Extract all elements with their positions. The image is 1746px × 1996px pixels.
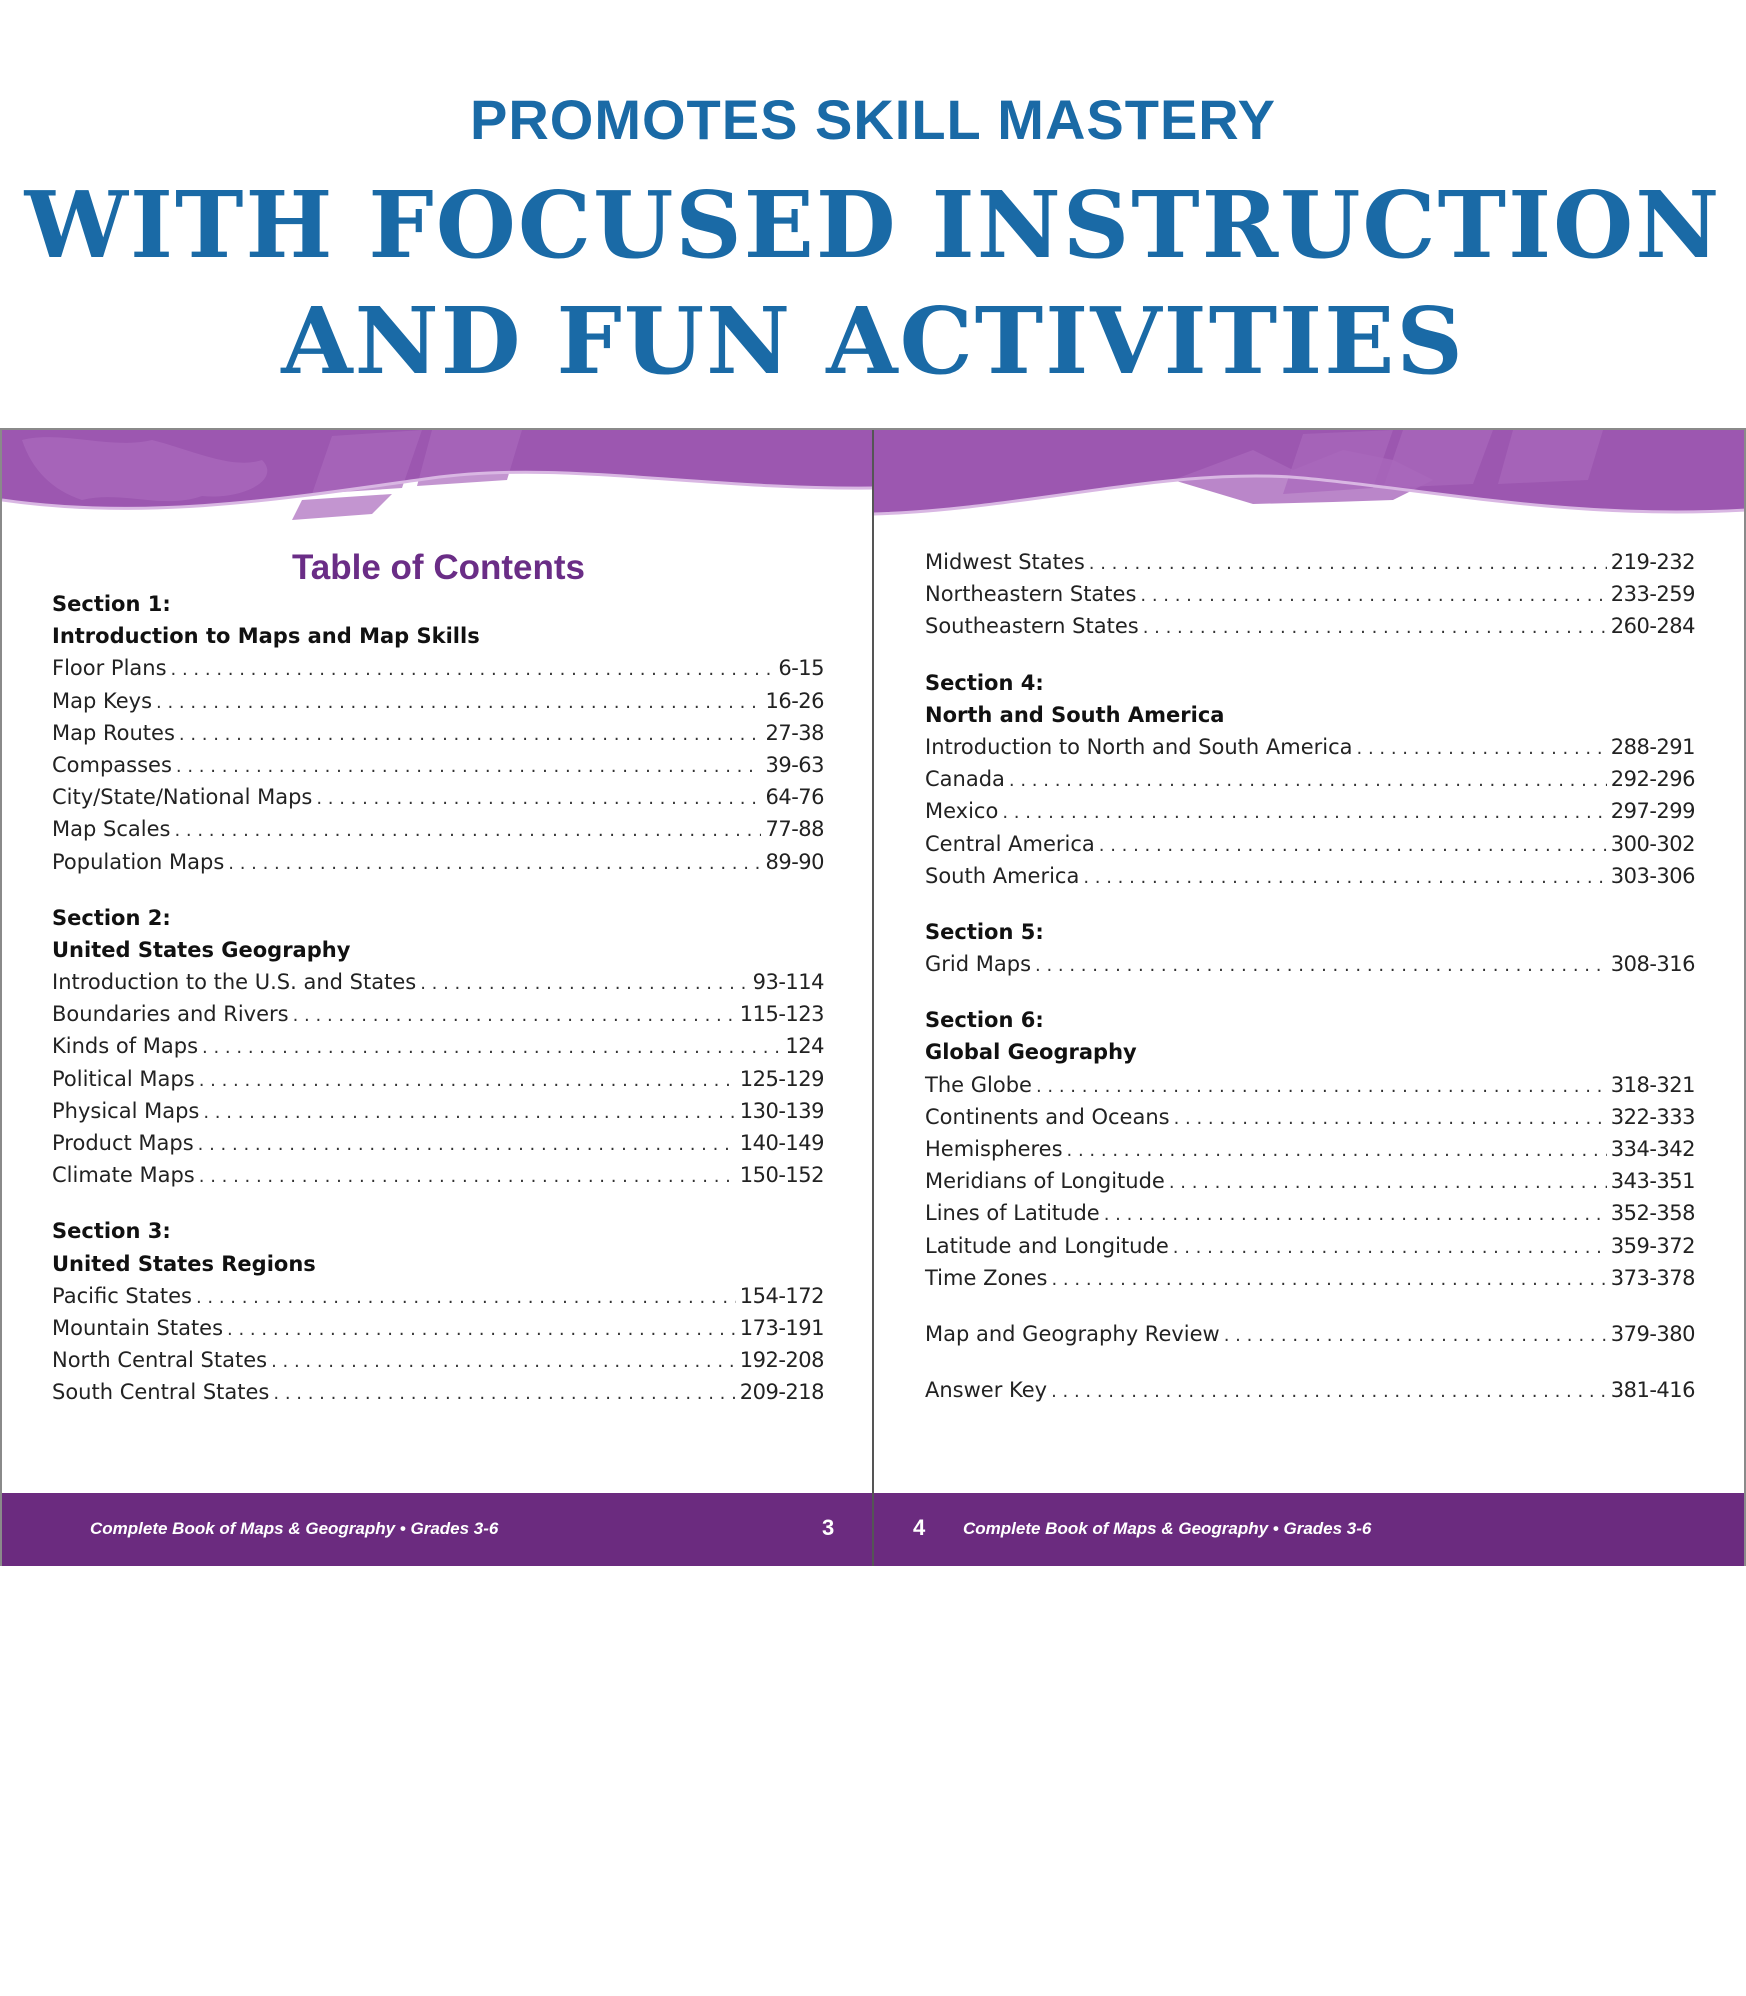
toc-entry bbox=[925, 1201, 1695, 1233]
toc-entry bbox=[925, 832, 1695, 864]
toc-entry-title: Meridians of Longitude bbox=[925, 1169, 1165, 1194]
toc-entry-pages: 89-90 bbox=[765, 849, 824, 874]
toc-entry bbox=[52, 850, 824, 882]
section-1-label: Section 1: bbox=[52, 592, 171, 616]
toc-entry bbox=[925, 864, 1695, 896]
section-5-label: Section 5: bbox=[925, 919, 1044, 944]
dot-leader bbox=[273, 1383, 735, 1404]
dot-leader bbox=[1143, 617, 1607, 638]
dot-leader bbox=[1089, 553, 1607, 574]
toc-entry-title: South Central States bbox=[52, 1380, 270, 1405]
toc-entry-title: Map Scales bbox=[52, 817, 171, 842]
toc-entry bbox=[52, 1099, 824, 1131]
book-spread bbox=[0, 428, 1746, 1566]
dot-leader bbox=[228, 853, 761, 874]
toc-entry-title: Product Maps bbox=[52, 1131, 194, 1155]
toc-entry-title: Introduction to the U.S. and States bbox=[52, 970, 417, 995]
toc-entry bbox=[52, 1316, 824, 1348]
toc-entry bbox=[925, 1169, 1695, 1201]
dot-leader bbox=[1002, 802, 1606, 823]
toc-entry-review bbox=[925, 1322, 1695, 1354]
dot-leader bbox=[1357, 738, 1607, 759]
dot-leader bbox=[227, 1319, 736, 1340]
toc-entry bbox=[925, 582, 1695, 614]
toc-entry-pages: 334-342 bbox=[1610, 1137, 1695, 1161]
toc-entry-title: Hemispheres bbox=[925, 1137, 1063, 1161]
right-banner-map-graphic bbox=[873, 430, 1746, 540]
toc-entry-pages: 192-208 bbox=[739, 1348, 824, 1373]
toc-entry-pages: 209-218 bbox=[739, 1380, 824, 1405]
dot-leader bbox=[1067, 1140, 1607, 1161]
toc-entry-pages: 115-123 bbox=[739, 1002, 824, 1027]
toc-entry-pages: 318-321 bbox=[1610, 1072, 1695, 1097]
toc-entry-title: Mexico bbox=[925, 799, 999, 824]
section-2-name: United States Geography bbox=[52, 937, 351, 962]
toc-entry bbox=[52, 970, 824, 1002]
toc-entry-title: Southeastern States bbox=[925, 614, 1139, 639]
toc-entry-pages: 343-351 bbox=[1610, 1169, 1695, 1194]
toc-entry-pages: 93-114 bbox=[752, 970, 824, 995]
toc-entry bbox=[52, 689, 824, 721]
dot-leader bbox=[1224, 1325, 1607, 1346]
toc-entry-pages: 130-139 bbox=[739, 1098, 824, 1123]
dot-leader bbox=[198, 1134, 736, 1155]
toc-entry-pages: 27-38 bbox=[765, 720, 824, 745]
dot-leader bbox=[1099, 835, 1607, 856]
dot-leader bbox=[316, 788, 761, 809]
toc-entry-pages: 381-416 bbox=[1610, 1378, 1695, 1403]
left-banner-map-graphic bbox=[2, 430, 873, 540]
toc-entry-title: Physical Maps bbox=[52, 1098, 200, 1123]
toc-entry bbox=[52, 1067, 824, 1099]
toc-entry bbox=[52, 656, 824, 688]
toc-entry-title: Mountain States bbox=[52, 1315, 224, 1340]
toc-entry-title: Introduction to North and South America bbox=[925, 734, 1353, 759]
dot-leader bbox=[199, 1070, 736, 1091]
toc-entry-pages: 64-76 bbox=[765, 785, 824, 810]
toc-entry bbox=[52, 753, 824, 785]
toc-entry-pages: 373-378 bbox=[1610, 1265, 1695, 1290]
toc-entry-pages: 219-232 bbox=[1610, 550, 1695, 574]
toc-entry-title: Central America bbox=[925, 831, 1095, 856]
toc-entry-pages: 288-291 bbox=[1610, 734, 1695, 759]
toc-entry-title: Political Maps bbox=[52, 1066, 195, 1091]
promo-heading-line-2: AND FUN ACTIVITIES bbox=[281, 287, 1465, 395]
dot-leader bbox=[156, 692, 761, 713]
section-4-name: North and South America bbox=[925, 702, 1225, 727]
dot-leader bbox=[1140, 585, 1606, 606]
toc-title: Table of Contents bbox=[292, 548, 585, 587]
toc-entry-title: Map and Geography Review bbox=[925, 1321, 1220, 1346]
toc-entry bbox=[52, 1002, 824, 1034]
promo-subheading: PROMOTES SKILL MASTERY bbox=[469, 88, 1277, 151]
toc-entry-title: Kinds of Maps bbox=[52, 1034, 199, 1059]
left-footer bbox=[2, 1493, 873, 1566]
toc-entry bbox=[925, 1105, 1695, 1137]
toc-entry-pages: 303-306 bbox=[1610, 863, 1695, 888]
toc-entry bbox=[52, 1131, 824, 1163]
toc-entry-pages: 292-296 bbox=[1610, 767, 1695, 792]
toc-entry-title: Population Maps bbox=[52, 849, 225, 874]
dot-leader bbox=[199, 1166, 736, 1187]
left-toc-column bbox=[52, 592, 824, 1413]
dot-leader bbox=[196, 1287, 736, 1308]
toc-entry-pages: 124 bbox=[785, 1034, 824, 1059]
toc-entry-title: Map Keys bbox=[52, 688, 153, 713]
left-page-number: 3 bbox=[822, 1515, 835, 1540]
toc-entry-pages: 125-129 bbox=[739, 1066, 824, 1091]
toc-entry-title: Canada bbox=[925, 767, 1005, 792]
toc-entry-title: Climate Maps bbox=[52, 1163, 195, 1188]
toc-entry-pages: 16-26 bbox=[765, 688, 824, 713]
right-footer bbox=[873, 1493, 1746, 1566]
toc-entry bbox=[925, 767, 1695, 799]
right-toc-column bbox=[925, 550, 1695, 1410]
toc-entry bbox=[925, 799, 1695, 831]
book-spine bbox=[872, 430, 874, 1566]
right-footer-text: Complete Book of Maps & Geography • Grades 3-6 bbox=[963, 1519, 1372, 1538]
section-2-label: Section 2: bbox=[52, 905, 171, 930]
dot-leader bbox=[203, 1102, 735, 1123]
section-1-name: Introduction to Maps and Map Skills bbox=[52, 624, 480, 649]
dot-leader bbox=[1035, 955, 1607, 976]
toc-entry-title: Compasses bbox=[52, 752, 172, 777]
dot-leader bbox=[420, 973, 748, 994]
toc-entry bbox=[52, 1284, 824, 1316]
toc-entry bbox=[925, 952, 1695, 984]
toc-entry-title: South America bbox=[925, 863, 1080, 888]
toc-entry bbox=[52, 1348, 824, 1380]
dot-leader bbox=[1009, 770, 1607, 791]
left-page bbox=[0, 430, 873, 1566]
toc-entry-pages: 260-284 bbox=[1610, 614, 1695, 639]
toc-entry bbox=[925, 550, 1695, 582]
toc-entry-title: Northeastern States bbox=[925, 582, 1137, 607]
toc-entry bbox=[52, 721, 824, 753]
toc-entry-answer-key bbox=[925, 1378, 1695, 1410]
toc-entry-pages: 154-172 bbox=[739, 1283, 824, 1308]
toc-entry-title: Lines of Latitude bbox=[925, 1201, 1100, 1226]
toc-entry-title: North Central States bbox=[52, 1348, 268, 1373]
toc-entry-title: Latitude and Longitude bbox=[925, 1233, 1169, 1258]
toc-entry-pages: 322-333 bbox=[1610, 1104, 1695, 1129]
toc-entry-pages: 140-149 bbox=[739, 1131, 824, 1155]
toc-entry bbox=[52, 1034, 824, 1066]
right-page bbox=[873, 430, 1746, 1566]
toc-entry-pages: 297-299 bbox=[1610, 799, 1695, 824]
toc-entry-title: Boundaries and Rivers bbox=[52, 1002, 289, 1027]
toc-entry-title: Answer Key bbox=[925, 1378, 1048, 1403]
toc-entry-title: Time Zones bbox=[925, 1265, 1048, 1290]
section-4-label: Section 4: bbox=[925, 670, 1044, 695]
dot-leader bbox=[1174, 1108, 1607, 1129]
toc-entry bbox=[52, 817, 824, 849]
dot-leader bbox=[1173, 1237, 1607, 1258]
dot-leader bbox=[1036, 1076, 1607, 1097]
toc-entry bbox=[925, 1266, 1695, 1298]
toc-entry-title: City/State/National Maps bbox=[52, 785, 313, 810]
toc-entry bbox=[52, 785, 824, 817]
section-6-label: Section 6: bbox=[925, 1008, 1044, 1033]
dot-leader bbox=[1083, 867, 1606, 888]
dot-leader bbox=[1104, 1204, 1607, 1225]
toc-entry-pages: 77-88 bbox=[765, 817, 824, 842]
toc-entry bbox=[52, 1163, 824, 1195]
dot-leader bbox=[293, 1005, 736, 1026]
toc-entry-pages: 308-316 bbox=[1610, 952, 1695, 977]
dot-leader bbox=[176, 756, 762, 777]
toc-entry-pages: 359-372 bbox=[1610, 1233, 1695, 1258]
section-3-label: Section 3: bbox=[52, 1219, 171, 1244]
toc-entry-title: Map Routes bbox=[52, 720, 175, 745]
toc-entry-pages: 233-259 bbox=[1610, 582, 1695, 607]
dot-leader bbox=[1051, 1381, 1607, 1402]
toc-entry bbox=[925, 1234, 1695, 1266]
toc-entry-pages: 352-358 bbox=[1610, 1201, 1695, 1226]
toc-entry-pages: 39-63 bbox=[765, 752, 824, 777]
dot-leader bbox=[171, 659, 775, 680]
toc-entry-pages: 173-191 bbox=[739, 1315, 824, 1340]
toc-entry bbox=[925, 1073, 1695, 1105]
toc-entry bbox=[925, 735, 1695, 767]
promo-heading-line-1: WITH FOCUSED INSTRUCTION bbox=[24, 171, 1722, 279]
dot-leader bbox=[202, 1037, 781, 1058]
right-page-number: 4 bbox=[913, 1515, 926, 1540]
dot-leader bbox=[1169, 1172, 1607, 1193]
toc-entry-pages: 150-152 bbox=[739, 1163, 824, 1188]
dot-leader bbox=[174, 820, 761, 841]
toc-entry-title: Continents and Oceans bbox=[925, 1104, 1170, 1129]
section-6-name: Global Geography bbox=[925, 1040, 1137, 1065]
toc-entry-title: Grid Maps bbox=[925, 952, 1032, 977]
left-footer-text: Complete Book of Maps & Geography • Grades 3-6 bbox=[90, 1519, 499, 1538]
toc-entry-pages: 379-380 bbox=[1610, 1321, 1695, 1346]
dot-leader bbox=[1051, 1269, 1606, 1290]
toc-entry-pages: 6-15 bbox=[778, 656, 824, 681]
toc-entry bbox=[52, 1380, 824, 1412]
toc-entry-title: Midwest States bbox=[925, 550, 1085, 574]
toc-entry-title: Pacific States bbox=[52, 1283, 192, 1308]
toc-entry-title: The Globe bbox=[925, 1072, 1032, 1097]
toc-entry-pages: 300-302 bbox=[1610, 831, 1695, 856]
section-3-name: United States Regions bbox=[52, 1251, 316, 1276]
toc-entry bbox=[925, 1137, 1695, 1169]
toc-entry-title: Floor Plans bbox=[52, 656, 167, 681]
dot-leader bbox=[271, 1351, 736, 1372]
toc-entry bbox=[925, 614, 1695, 646]
dot-leader bbox=[179, 724, 762, 745]
